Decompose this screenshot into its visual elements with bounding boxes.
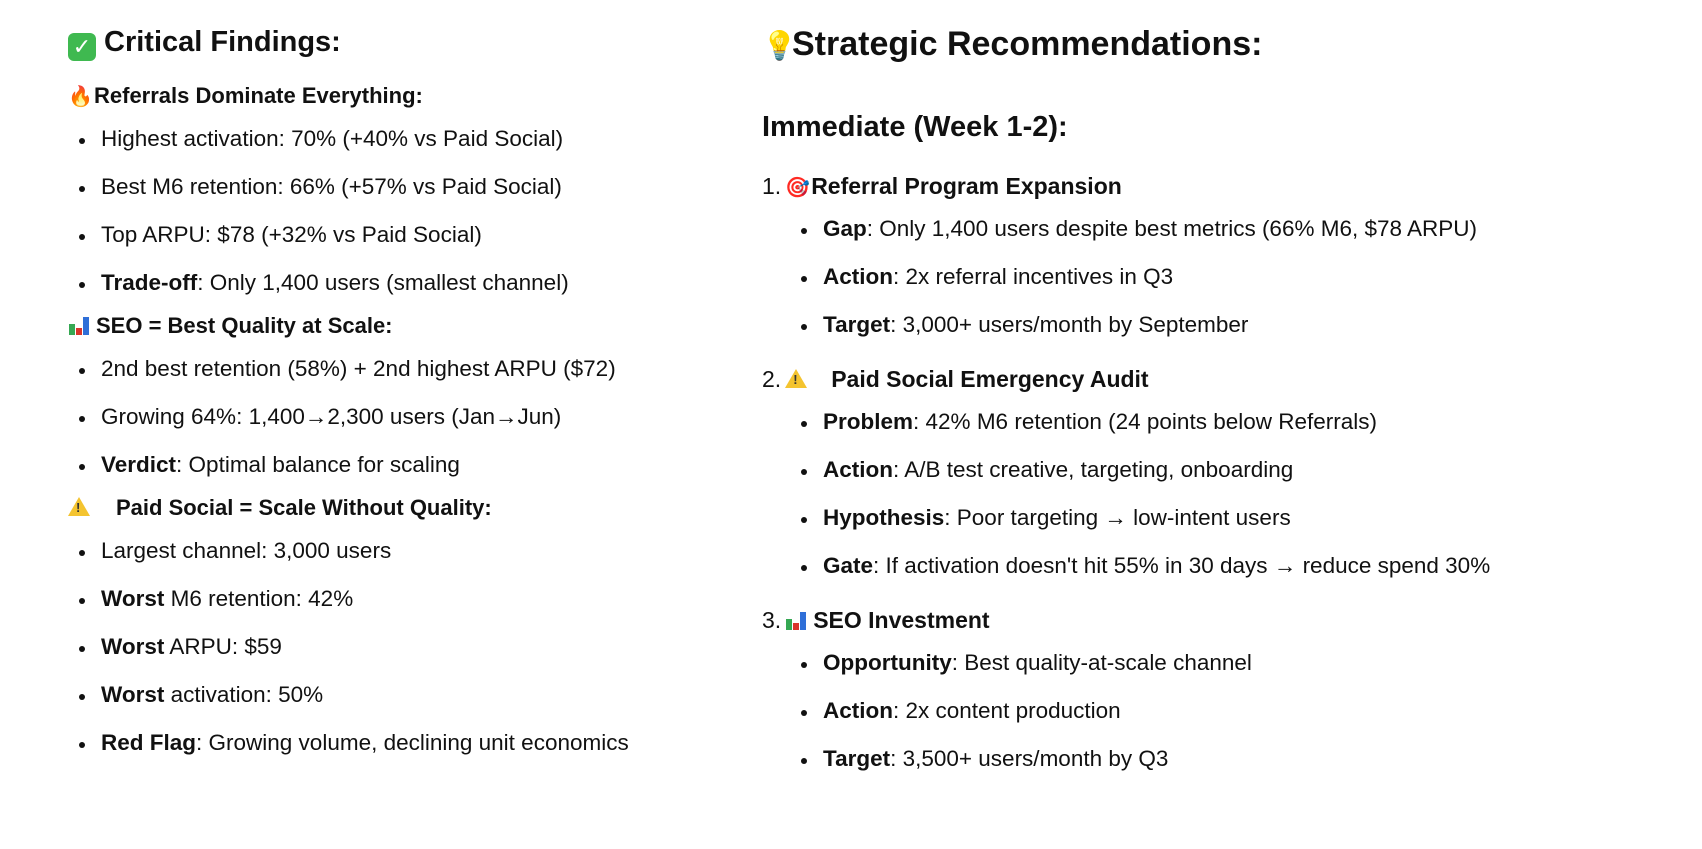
list-item: [823, 457, 1293, 483]
recommendation-referral: [762, 173, 1122, 200]
item-text: Top ARPU: $78 (+32% vs Paid Social): [101, 222, 482, 247]
light-bulb-icon: 💡: [762, 29, 797, 62]
bar-chart-icon: [68, 315, 90, 335]
list-item: [823, 553, 1490, 579]
item-text: Best M6 retention: 66% (+57% vs Paid Social): [101, 174, 562, 199]
item-text: : 42% M6 retention (24 points below Referrals): [913, 409, 1378, 434]
recommendation-title: Referral Program Expansion: [811, 173, 1122, 199]
list-item: [101, 222, 482, 248]
check-mark-icon: ✓: [68, 33, 96, 61]
item-text: : Best quality-at-scale channel: [951, 650, 1252, 675]
list-item: [101, 634, 282, 660]
heading-text: Critical Findings:: [104, 26, 341, 58]
recommendation-title: SEO Investment: [813, 607, 990, 633]
item-text: activation: 50%: [164, 682, 324, 707]
item-label: Action: [823, 698, 893, 723]
item-label: Action: [823, 264, 893, 289]
item-label: Gate: [823, 553, 874, 578]
section-title-seo: [68, 313, 393, 339]
list-item: [101, 452, 460, 478]
item-label: Target: [823, 312, 891, 337]
item-label: Problem: [823, 409, 914, 434]
bar-chart-icon: [785, 610, 807, 630]
item-text: : Growing volume, declining unit economics: [196, 730, 629, 755]
immediate-subheading: Immediate (Week 1-2):: [762, 111, 1068, 143]
item-text: : 3,000+ users/month by September: [890, 312, 1249, 337]
list-item: [101, 270, 569, 296]
recommendation-paid-social: [762, 366, 1149, 393]
target-icon: 🎯: [785, 175, 811, 199]
item-text: : 3,500+ users/month by Q3: [890, 746, 1169, 771]
heading-text: Strategic Recommendations:: [792, 25, 1263, 63]
item-text: Growing 64%: 1,400→2,300 users (Jan→Jun): [101, 404, 562, 429]
list-item: [823, 505, 1291, 531]
item-text: : 2x content production: [893, 698, 1121, 723]
item-text: : Only 1,400 users despite best metrics (66% M6, $78 ARPU): [866, 216, 1478, 241]
item-label: Worst: [101, 634, 165, 659]
critical-findings-heading: [68, 26, 341, 61]
warning-icon: [68, 497, 90, 516]
item-number: 2.: [762, 366, 782, 392]
list-item: [823, 409, 1377, 435]
list-item: [823, 312, 1248, 338]
item-text: : Optimal balance for scaling: [176, 452, 460, 477]
item-label: Action: [823, 457, 893, 482]
item-text: : Poor targeting → low-intent users: [944, 505, 1291, 530]
item-label: Opportunity: [823, 650, 952, 675]
item-label: Gap: [823, 216, 867, 241]
item-text: Highest activation: 70% (+40% vs Paid Social): [101, 126, 564, 151]
recommendation-seo: [762, 607, 990, 634]
item-label: Red Flag: [101, 730, 197, 755]
list-item: [823, 650, 1252, 676]
list-item: [101, 174, 562, 200]
list-item: [823, 746, 1168, 772]
section-title-paid-social: [68, 495, 492, 521]
recommendation-title: Paid Social Emergency Audit: [831, 366, 1149, 392]
list-item: [101, 404, 561, 430]
item-text: : Only 1,400 users (smallest channel): [197, 270, 569, 295]
list-item: [101, 126, 563, 152]
item-label: Worst: [101, 682, 165, 707]
item-number: 3.: [762, 607, 782, 633]
item-text: ARPU: $59: [164, 634, 282, 659]
list-item: [101, 730, 629, 756]
list-item: [101, 586, 353, 612]
strategic-recommendations-heading: [762, 25, 1262, 64]
section-title-referrals: [68, 83, 423, 109]
warning-icon: [785, 369, 807, 388]
fire-icon: 🔥: [68, 84, 93, 108]
list-item: [101, 356, 616, 382]
section-title-text: Referrals Dominate Everything:: [94, 83, 423, 108]
list-item: [823, 698, 1121, 724]
item-text: : 2x referral incentives in Q3: [893, 264, 1174, 289]
item-label: Target: [823, 746, 891, 771]
item-text: 2nd best retention (58%) + 2nd highest ARPU ($72): [101, 356, 616, 381]
section-title-text: Paid Social = Scale Without Quality:: [116, 495, 492, 520]
list-item: [101, 682, 323, 708]
item-label: Hypothesis: [823, 505, 945, 530]
item-number: 1.: [762, 173, 782, 199]
item-label: Trade-off: [101, 270, 198, 295]
list-item: [823, 216, 1477, 242]
item-text: M6 retention: 42%: [164, 586, 354, 611]
item-text: : A/B test creative, targeting, onboarding: [893, 457, 1294, 482]
item-text: Largest channel: 3,000 users: [101, 538, 392, 563]
list-item: [823, 264, 1173, 290]
item-label: Verdict: [101, 452, 177, 477]
item-label: Worst: [101, 586, 165, 611]
list-item: [101, 538, 391, 564]
section-title-text: SEO = Best Quality at Scale:: [96, 313, 393, 338]
item-text: : If activation doesn't hit 55% in 30 days → reduce spend 30%: [873, 553, 1491, 578]
